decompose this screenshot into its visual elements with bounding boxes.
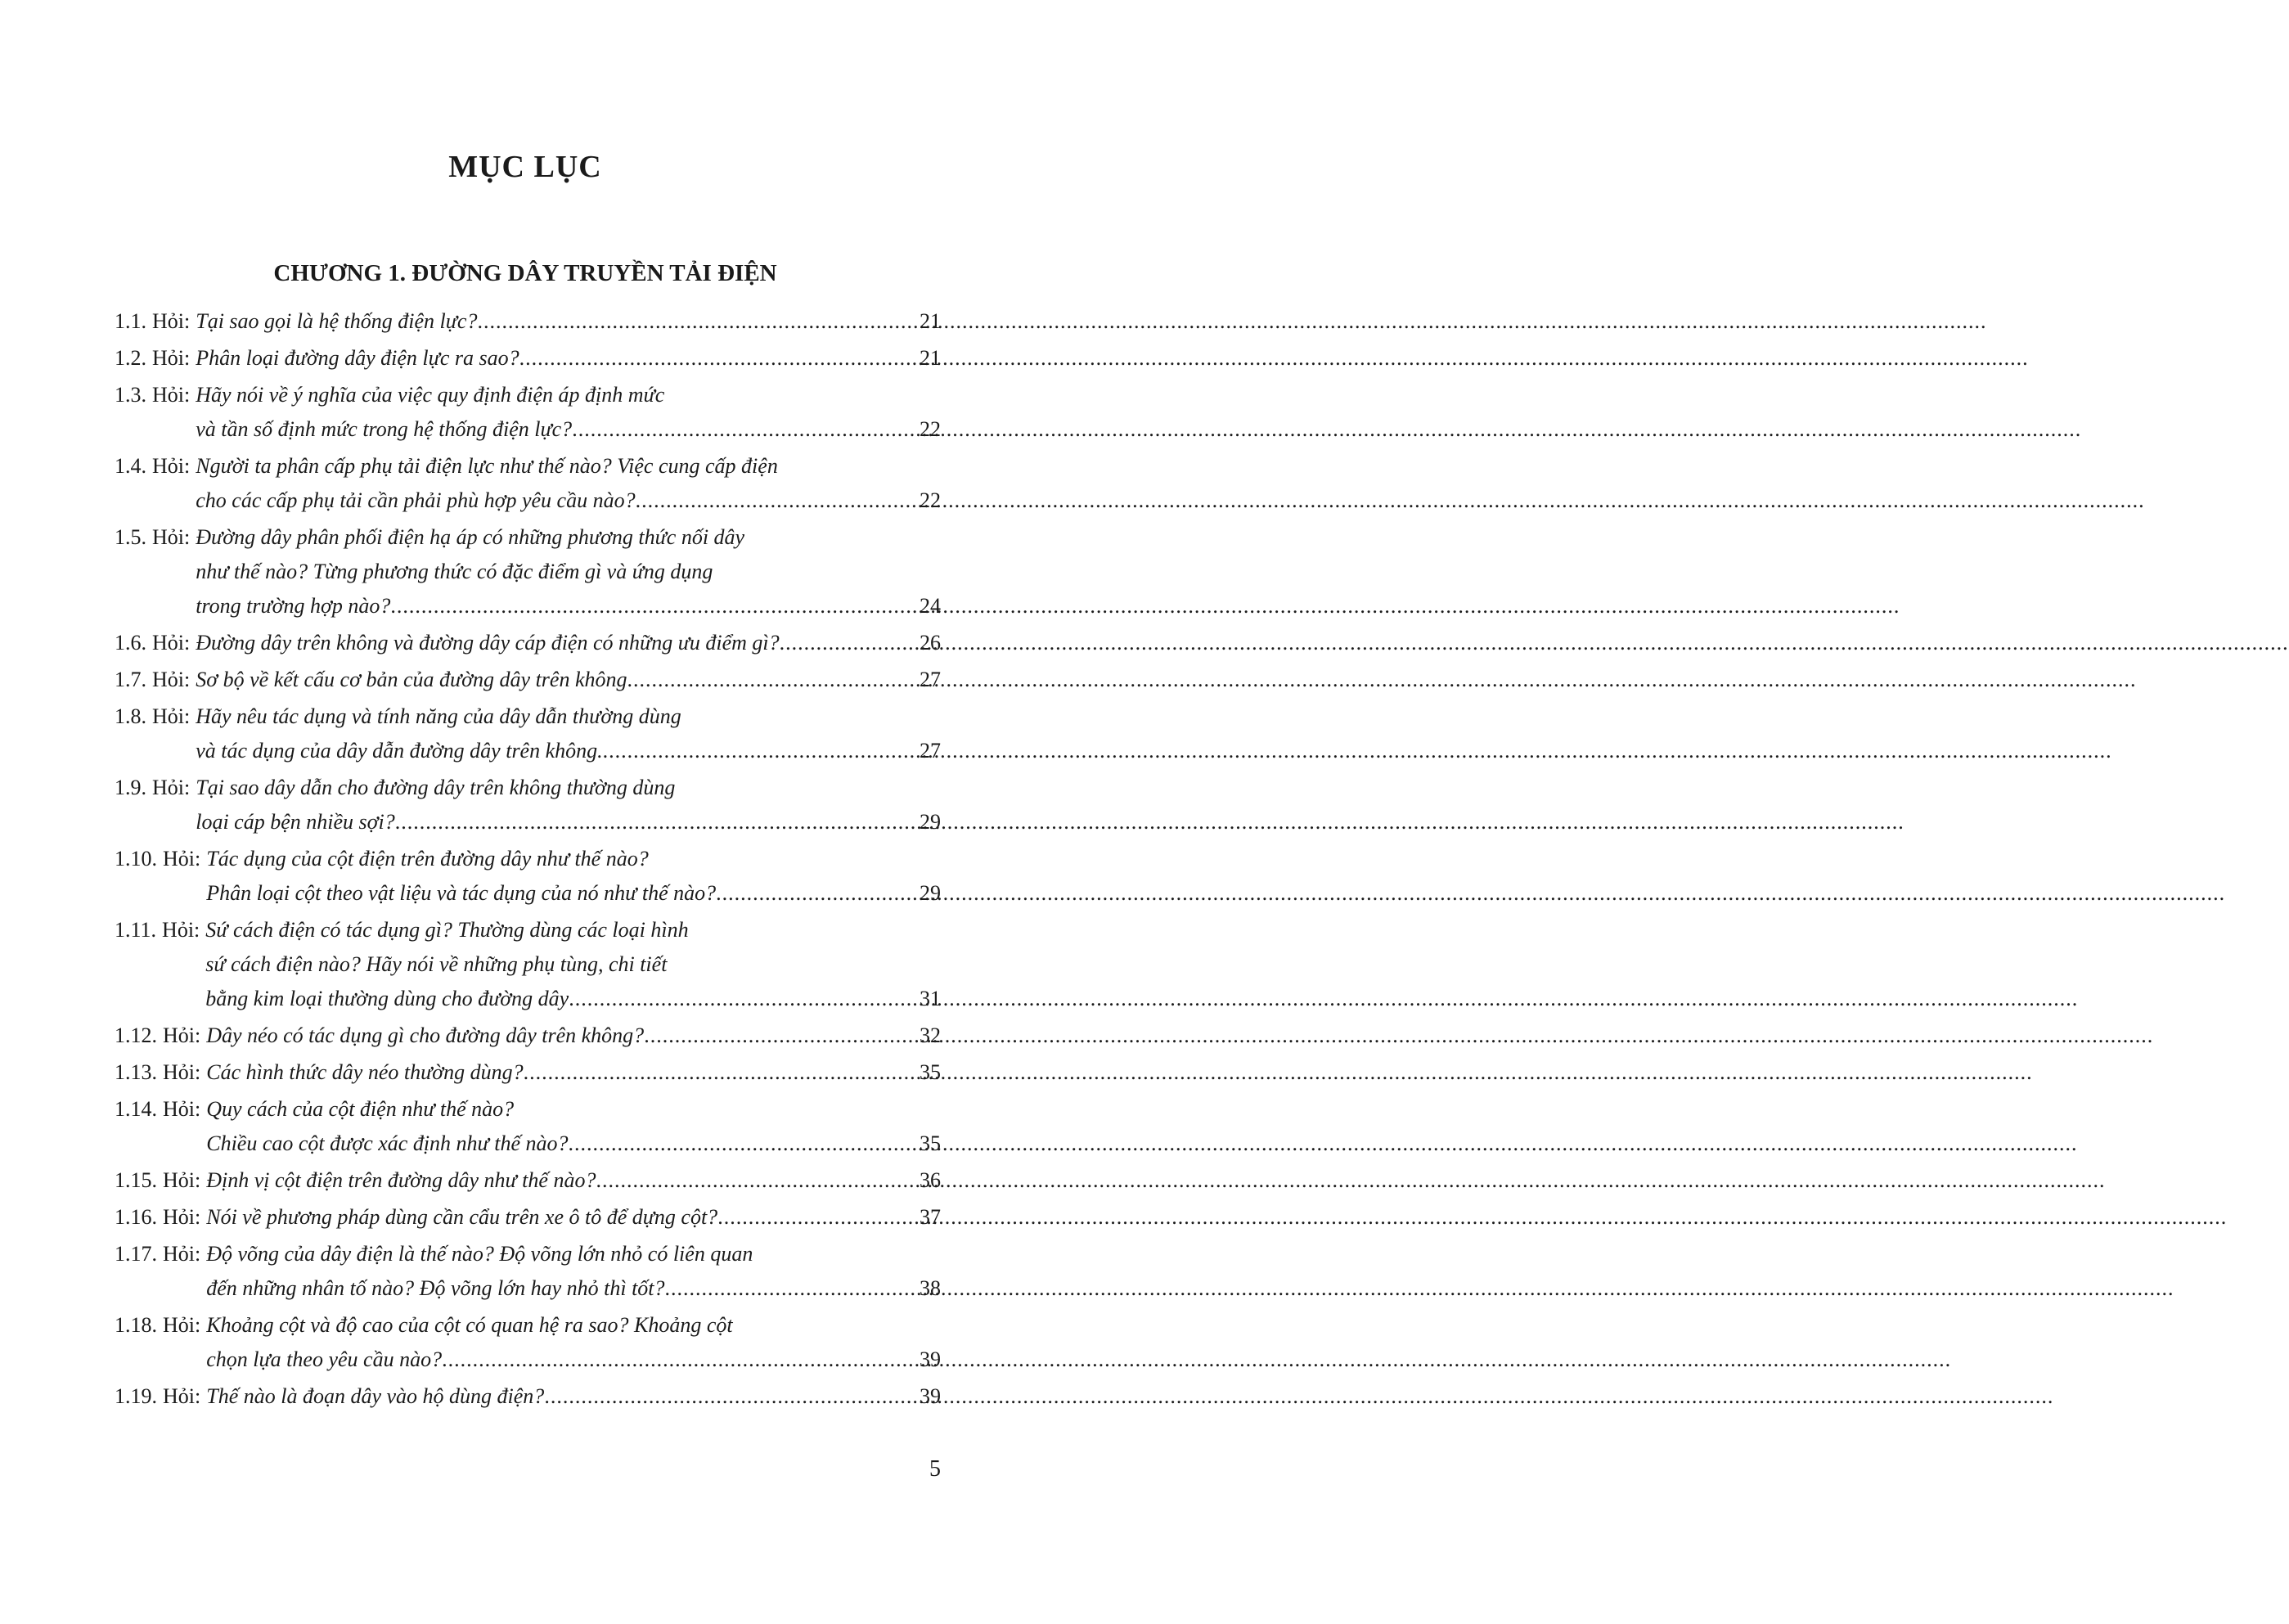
- entry-page-number: 35: [920, 1060, 941, 1084]
- entry-title: loại cáp bện nhiều sợi?: [196, 810, 395, 834]
- entry-number: 1.9.: [115, 776, 146, 799]
- dot-leader: [390, 589, 916, 623]
- entry-question-label: Hỏi:: [163, 1168, 201, 1192]
- toc-entry-line: [115, 555, 941, 589]
- toc-entry-line: [115, 947, 941, 982]
- entry-page-number: 21: [920, 346, 941, 370]
- toc-entry[interactable]: [115, 700, 941, 768]
- dot-leader: [569, 1127, 917, 1161]
- entry-number: 1.2.: [115, 346, 146, 370]
- toc-entry-line: [115, 1055, 941, 1090]
- toc-entry-line: [115, 842, 941, 876]
- toc-entry-line: [115, 663, 941, 697]
- entry-title: Dây néo có tác dụng gì cho đường dây trên không?: [206, 1023, 645, 1047]
- entry-title: Tại sao gọi là hệ thống điện lực?: [196, 309, 478, 333]
- dot-leader: [442, 1343, 916, 1377]
- toc-entry-line: [115, 520, 941, 555]
- toc-entry[interactable]: [115, 1055, 941, 1090]
- entry-page-number: 36: [920, 1168, 941, 1192]
- toc-entry-line: [115, 913, 941, 947]
- entry-page-number: 29: [920, 881, 941, 905]
- dot-leader: [395, 805, 916, 839]
- entry-question-label: Hỏi:: [163, 1060, 201, 1084]
- toc-entry-line: [115, 341, 941, 376]
- toc-entry[interactable]: [115, 842, 941, 911]
- toc-entry-line: [115, 876, 941, 911]
- toc-entry-line: [115, 1379, 941, 1414]
- toc-entry-line: [115, 700, 941, 734]
- toc-entry[interactable]: [115, 1200, 941, 1235]
- entry-question-label: Hỏi:: [152, 346, 191, 370]
- entry-number: 1.17.: [115, 1242, 157, 1266]
- entry-title: Phân loại đường dây điện lực ra sao?: [196, 346, 519, 370]
- entry-title: Hãy nêu tác dụng và tính năng của dây dẫn thường dùng: [196, 704, 681, 728]
- entry-title: Đường dây phân phối điện hạ áp có những phương thức nối dây: [196, 525, 745, 549]
- entry-title: Phân loại cột theo vật liệu và tác dụng của nó như thế nào?: [206, 881, 717, 905]
- entry-title: trong trường hợp nào?: [196, 594, 391, 618]
- entry-title: Hãy nói về ý nghĩa của việc quy định điện áp định mức: [196, 383, 665, 407]
- entry-number: 1.4.: [115, 454, 146, 478]
- toc-entry[interactable]: [115, 663, 941, 697]
- entry-title: như thế nào? Từng phương thức có đặc điểm gì và ứng dụng: [196, 560, 713, 583]
- dot-leader: [780, 626, 916, 660]
- toc-entry-line: [115, 771, 941, 805]
- toc-entry-line: [115, 1092, 941, 1127]
- toc-entry-line: [115, 982, 941, 1016]
- toc-entry[interactable]: [115, 1379, 941, 1414]
- entry-page-number: 26: [920, 631, 941, 655]
- entry-question-label: Hỏi:: [152, 454, 191, 478]
- toc-entry[interactable]: [115, 341, 941, 376]
- entry-number: 1.19.: [115, 1384, 157, 1408]
- entry-number: 1.14.: [115, 1097, 157, 1121]
- entry-page-number: 27: [920, 739, 941, 763]
- dot-leader: [569, 982, 916, 1016]
- dot-leader: [524, 1055, 916, 1090]
- entry-title: Tác dụng của cột điện trên đường dây như thế nào?: [206, 847, 649, 870]
- toc-entry[interactable]: [115, 449, 941, 518]
- entry-number: 1.16.: [115, 1205, 157, 1229]
- toc-entry[interactable]: [115, 1237, 941, 1306]
- entry-number: 1.15.: [115, 1168, 157, 1192]
- entry-question-label: Hỏi:: [152, 631, 191, 655]
- entry-title: Các hình thức dây néo thường dùng?: [206, 1060, 524, 1084]
- toc-entry-line: [115, 412, 941, 447]
- entry-page-number: 24: [920, 594, 941, 618]
- entry-question-label: Hỏi:: [163, 1205, 201, 1229]
- entry-title: Người ta phân cấp phụ tải điện lực như thế nào? Việc cung cấp điện: [196, 454, 778, 478]
- entry-question-label: Hỏi:: [163, 1023, 201, 1047]
- entry-number: 1.12.: [115, 1023, 157, 1047]
- entry-title: đến những nhân tố nào? Độ võng lớn hay nhỏ thì tốt?: [206, 1276, 665, 1300]
- entry-page-number: 22: [920, 488, 941, 512]
- entry-number: 1.8.: [115, 704, 146, 728]
- entry-question-label: Hỏi:: [163, 1384, 201, 1408]
- entry-page-number: 29: [920, 810, 941, 834]
- toc-entry-line: [115, 626, 941, 660]
- toc-entry[interactable]: [115, 626, 941, 660]
- dot-leader: [716, 876, 916, 911]
- toc-entry-line: [115, 1308, 941, 1343]
- entry-question-label: Hỏi:: [163, 847, 201, 870]
- entry-title: Khoảng cột và độ cao của cột có quan hệ ra sao? Khoảng cột: [206, 1313, 733, 1337]
- chapter-title: CHƯƠNG 1. ĐƯỜNG DÂY TRUYỀN TẢI ĐIỆN: [273, 260, 777, 286]
- entry-title: Thế nào là đoạn dây vào hộ dùng điện?: [206, 1384, 545, 1408]
- toc-entry-line: [115, 1237, 941, 1271]
- entry-title: cho các cấp phụ tải cần phải phù hợp yêu cầu nào?: [196, 488, 636, 512]
- entry-title: và tác dụng của dây dẫn đường dây trên không.: [196, 739, 603, 763]
- dot-leader: [717, 1200, 916, 1235]
- entry-title: Tại sao dây dẫn cho đường dây trên không thường dùng: [196, 776, 676, 799]
- entry-title: Chiều cao cột được xác định như thế nào?: [206, 1131, 569, 1155]
- entry-title: Định vị cột điện trên đường dây như thế nào?: [206, 1168, 596, 1192]
- entry-question-label: Hỏi:: [152, 704, 191, 728]
- entry-question-label: Hỏi:: [152, 309, 191, 333]
- entry-question-label: Hỏi:: [163, 1242, 201, 1266]
- entry-page-number: 37: [920, 1205, 941, 1229]
- table-of-contents: [115, 304, 941, 1416]
- entry-number: 1.3.: [115, 383, 146, 407]
- entry-page-number: 27: [920, 668, 941, 691]
- toc-entry-line: [115, 734, 941, 768]
- dot-leader: [636, 484, 916, 518]
- page-number: 5: [929, 1456, 941, 1482]
- entry-page-number: 21: [920, 309, 941, 333]
- toc-entry-line: [115, 1163, 941, 1198]
- dot-leader: [572, 412, 916, 447]
- entry-number: 1.13.: [115, 1060, 157, 1084]
- toc-entry-line: [115, 484, 941, 518]
- entry-page-number: 22: [920, 417, 941, 441]
- entry-number: 1.7.: [115, 668, 146, 691]
- entry-question-label: Hỏi:: [163, 1097, 201, 1121]
- toc-entry-line: [115, 589, 941, 623]
- entry-page-number: 31: [920, 987, 941, 1010]
- toc-entry[interactable]: [115, 913, 941, 1016]
- toc-entry-line: [115, 1019, 941, 1053]
- entry-title: Sơ bộ về kết cấu cơ bản của đường dây trên không: [196, 668, 627, 691]
- dot-leader: [477, 304, 916, 339]
- dot-leader: [603, 734, 916, 768]
- entry-number: 1.1.: [115, 309, 146, 333]
- entry-number: 1.11.: [115, 918, 157, 942]
- toc-entry[interactable]: [115, 1019, 941, 1053]
- entry-title: sứ cách điện nào? Hãy nói về những phụ tùng, chi tiết: [205, 952, 668, 976]
- entry-question-label: Hỏi:: [152, 668, 191, 691]
- entry-title: Nói về phương pháp dùng cần cẩu trên xe ô tô để dựng cột?: [206, 1205, 718, 1229]
- toc-entry-line: [115, 449, 941, 484]
- entry-page-number: 39: [920, 1384, 941, 1408]
- entry-page-number: 32: [920, 1023, 941, 1047]
- page-title: MỤC LỤC: [448, 150, 602, 184]
- entry-title: Sứ cách điện có tác dụng gì? Thường dùng các loại hình: [205, 918, 689, 942]
- toc-entry-line: [115, 378, 941, 412]
- toc-entry[interactable]: [115, 304, 941, 339]
- toc-entry[interactable]: [115, 771, 941, 839]
- entry-title: Quy cách của cột điện như thế nào?: [206, 1097, 515, 1121]
- entry-question-label: Hỏi:: [152, 383, 191, 407]
- entry-page-number: 35: [920, 1131, 941, 1155]
- toc-entry-line: [115, 304, 941, 339]
- toc-entry[interactable]: [115, 520, 941, 623]
- entry-title: và tần số định mức trong hệ thống điện lực?: [196, 417, 573, 441]
- toc-entry-line: [115, 1271, 941, 1306]
- entry-title: bằng kim loại thường dùng cho đường dây: [205, 987, 569, 1010]
- toc-entry[interactable]: [115, 1092, 941, 1161]
- dot-leader: [627, 663, 916, 697]
- entry-page-number: 39: [920, 1347, 941, 1371]
- dot-leader: [596, 1163, 916, 1198]
- entry-number: 1.5.: [115, 525, 146, 549]
- entry-number: 1.10.: [115, 847, 157, 870]
- entry-title: chọn lựa theo yêu cầu nào?: [206, 1347, 443, 1371]
- toc-entry[interactable]: [115, 1163, 941, 1198]
- dot-leader: [544, 1379, 916, 1414]
- entry-number: 1.6.: [115, 631, 146, 655]
- entry-question-label: Hỏi:: [163, 1313, 201, 1337]
- toc-entry-line: [115, 805, 941, 839]
- entry-question-label: Hỏi:: [152, 776, 191, 799]
- dot-leader: [665, 1271, 916, 1306]
- toc-entry-line: [115, 1127, 941, 1161]
- entry-question-label: Hỏi:: [162, 918, 200, 942]
- toc-entry-line: [115, 1343, 941, 1377]
- dot-leader: [519, 341, 916, 376]
- entry-title: Độ võng của dây điện là thế nào? Độ võng lớn nhỏ có liên quan: [206, 1242, 753, 1266]
- entry-number: 1.18.: [115, 1313, 157, 1337]
- toc-entry-line: [115, 1200, 941, 1235]
- entry-page-number: 38: [920, 1276, 941, 1300]
- dot-leader: [644, 1019, 916, 1053]
- toc-entry[interactable]: [115, 1308, 941, 1377]
- toc-entry[interactable]: [115, 378, 941, 447]
- entry-title: Đường dây trên không và đường dây cáp điện có những ưu điểm gì?: [196, 631, 780, 655]
- entry-question-label: Hỏi:: [152, 525, 191, 549]
